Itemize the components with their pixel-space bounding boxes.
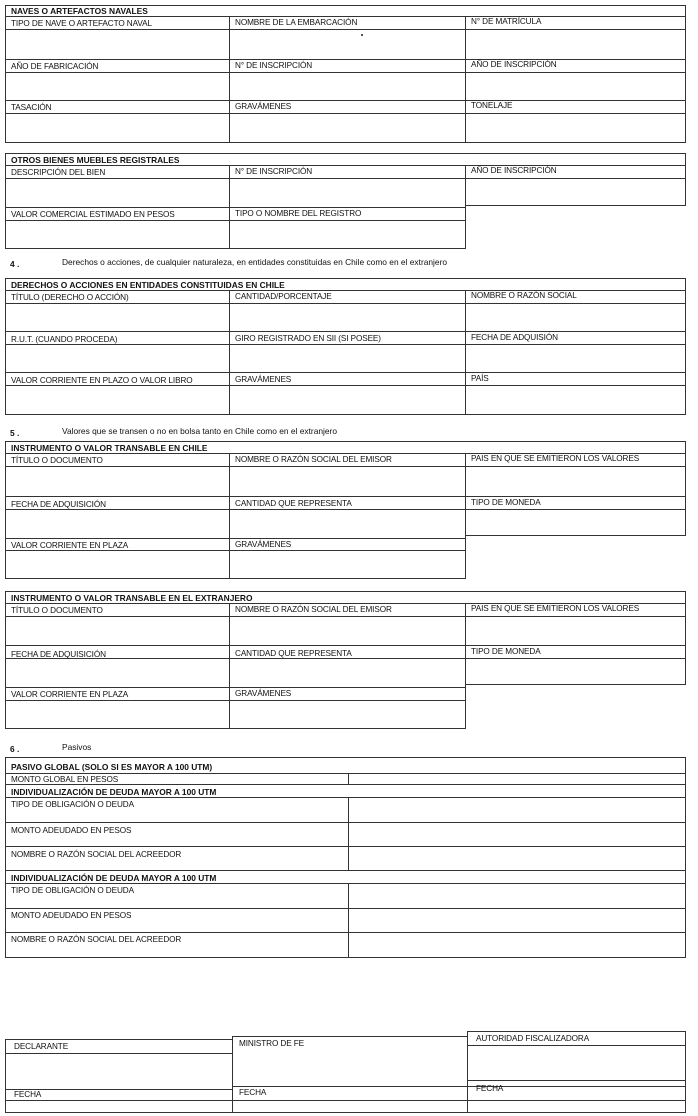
field-label: DESCRIPCIÓN DEL BIEN bbox=[11, 168, 106, 177]
field-label: CANTIDAD QUE REPRESENTA bbox=[235, 649, 352, 658]
field-label: VALOR CORRIENTE EN PLAZA bbox=[11, 690, 129, 699]
field-label: N° DE INSCRIPCIÓN bbox=[235, 167, 313, 176]
field-label: NOMBRE O RAZÓN SOCIAL bbox=[471, 291, 577, 300]
input-cantidad[interactable] bbox=[230, 659, 465, 687]
input-firma-autoridad[interactable] bbox=[468, 1046, 685, 1080]
input-inscripcion[interactable] bbox=[230, 179, 465, 207]
rule bbox=[5, 757, 6, 958]
rule bbox=[5, 16, 686, 17]
otros-bienes-title: OTROS BIENES MUEBLES REGISTRALES bbox=[11, 155, 180, 165]
input-valor-comercial[interactable] bbox=[6, 221, 229, 248]
field-label: VALOR COMERCIAL ESTIMADO EN PESOS bbox=[11, 210, 175, 219]
rule bbox=[5, 645, 686, 646]
field-label: FECHA bbox=[476, 1084, 504, 1093]
input-gravamenes[interactable] bbox=[230, 114, 465, 142]
input-descripcion-bien[interactable] bbox=[6, 179, 229, 207]
input-gravamenes[interactable] bbox=[230, 551, 465, 578]
field-label: FECHA bbox=[239, 1088, 267, 1097]
field-label: NOMBRE O RAZÓN SOCIAL DEL EMISOR bbox=[235, 455, 392, 464]
rule bbox=[5, 578, 466, 579]
rule bbox=[5, 687, 466, 688]
section-5-heading: Valores que se transen o no en bolsa tanto en Chile como en el extranjero bbox=[62, 426, 337, 436]
rule bbox=[5, 757, 686, 758]
deuda-title: INDIVIDUALIZACIÓN DE DEUDA MAYOR A 100 UTM bbox=[11, 873, 217, 883]
rule bbox=[5, 372, 686, 373]
input-tasacion[interactable] bbox=[6, 114, 229, 142]
field-label: PAÍS bbox=[471, 374, 489, 383]
rule bbox=[465, 165, 466, 249]
input-cantidad[interactable] bbox=[230, 510, 465, 538]
input-fecha-adquisicion[interactable] bbox=[466, 345, 685, 372]
field-label: TÍTULO O DOCUMENTO bbox=[11, 456, 103, 465]
input-tipo-obligacion[interactable] bbox=[349, 884, 685, 908]
rule bbox=[5, 441, 686, 442]
field-label: PAIS EN QUE SE EMITIERON LOS VALORES bbox=[471, 454, 640, 463]
field-label: MONTO ADEUDADO EN PESOS bbox=[11, 911, 132, 920]
field-label: FECHA bbox=[14, 1090, 42, 1099]
rule bbox=[467, 1080, 686, 1081]
rule bbox=[5, 1039, 233, 1040]
input-ano-fabricacion[interactable] bbox=[6, 73, 229, 100]
field-label: TIPO DE MONEDA bbox=[471, 647, 541, 656]
input-tipo-nave[interactable] bbox=[6, 30, 229, 59]
input-tonelaje[interactable] bbox=[466, 114, 685, 142]
input-matricula[interactable] bbox=[466, 30, 685, 59]
section-5-number: 5 . bbox=[10, 428, 20, 438]
rule bbox=[685, 1031, 686, 1113]
field-label: DECLARANTE bbox=[14, 1042, 69, 1051]
naves-title: NAVES O ARTEFACTOS NAVALES bbox=[11, 6, 148, 16]
field-label: AUTORIDAD FISCALIZADORA bbox=[476, 1034, 590, 1043]
input-monto-adeudado[interactable] bbox=[349, 909, 685, 932]
instrumento-chile-title: INSTRUMENTO O VALOR TRANSABLE EN CHILE bbox=[11, 443, 208, 453]
section-6-heading: Pasivos bbox=[62, 742, 92, 752]
rule bbox=[685, 591, 686, 685]
field-label: TASACIÓN bbox=[11, 103, 52, 112]
field-label: FECHA DE ADQUISICIÓN bbox=[11, 500, 106, 509]
input-fecha-ministro-fe[interactable] bbox=[233, 1101, 467, 1112]
rule bbox=[685, 757, 686, 957]
rule bbox=[466, 205, 686, 206]
field-label: NOMBRE O RAZÓN SOCIAL DEL ACREEDOR bbox=[11, 850, 182, 859]
input-inscripcion[interactable] bbox=[230, 73, 465, 100]
input-gravamenes[interactable] bbox=[230, 701, 465, 728]
rule bbox=[685, 278, 686, 414]
rule bbox=[466, 684, 686, 685]
field-label: GRAVÁMENES bbox=[235, 689, 292, 698]
input-pais[interactable] bbox=[466, 386, 685, 414]
rule bbox=[5, 728, 466, 729]
input-fecha-adquisicion[interactable] bbox=[6, 659, 229, 687]
input-ano-inscripcion[interactable] bbox=[466, 179, 685, 205]
input-monto-global[interactable] bbox=[349, 774, 685, 784]
field-label: VALOR CORRIENTE EN PLAZA bbox=[11, 541, 129, 550]
field-label: NOMBRE O RAZÓN SOCIAL DEL EMISOR bbox=[235, 605, 392, 614]
field-label: AÑO DE INSCRIPCIÓN bbox=[471, 166, 557, 175]
field-label: MONTO ADEUDADO EN PESOS bbox=[11, 826, 132, 835]
rule bbox=[5, 142, 686, 143]
rule bbox=[5, 153, 686, 154]
section-6-number: 6 . bbox=[10, 744, 20, 754]
rule bbox=[232, 1036, 468, 1037]
input-razon-social[interactable] bbox=[466, 304, 685, 331]
field-label: GRAVÁMENES bbox=[235, 102, 292, 111]
field-label: TÍTULO (DERECHO O ACCIÓN) bbox=[11, 293, 129, 302]
rule bbox=[232, 1086, 686, 1087]
instrumento-extranjero-title: INSTRUMENTO O VALOR TRANSABLE EN EL EXTRANJERO bbox=[11, 593, 253, 603]
rule bbox=[5, 496, 686, 497]
rule bbox=[5, 165, 686, 166]
input-tipo-moneda[interactable] bbox=[466, 510, 685, 535]
field-label: PAIS EN QUE SE EMITIERON LOS VALORES bbox=[471, 604, 640, 613]
field-label: NOMBRE O RAZÓN SOCIAL DEL ACREEDOR bbox=[11, 935, 182, 944]
derechos-title: DERECHOS O ACCIONES EN ENTIDADES CONSTITUIDAS EN CHILE bbox=[11, 280, 285, 290]
input-fecha-autoridad[interactable] bbox=[468, 1101, 685, 1112]
input-firma-declarante[interactable] bbox=[6, 1054, 232, 1088]
rule bbox=[685, 5, 686, 142]
section-4-number: 4 . bbox=[10, 259, 20, 269]
rule bbox=[466, 535, 686, 536]
field-label: CANTIDAD/PORCENTAJE bbox=[235, 292, 332, 301]
input-acreedor[interactable] bbox=[349, 847, 685, 870]
field-label: TIPO DE MONEDA bbox=[471, 498, 541, 507]
rule bbox=[5, 278, 686, 279]
input-gravamenes[interactable] bbox=[230, 386, 465, 414]
input-cantidad[interactable] bbox=[230, 304, 465, 331]
input-ano-inscripcion[interactable] bbox=[466, 73, 685, 100]
field-label: GRAVÁMENES bbox=[235, 540, 292, 549]
input-tipo-moneda[interactable] bbox=[466, 659, 685, 684]
input-rut[interactable] bbox=[6, 345, 229, 372]
field-label: R.U.T. (CUANDO PROCEDA) bbox=[11, 335, 118, 344]
rule bbox=[5, 1112, 686, 1113]
rule bbox=[685, 441, 686, 536]
rule bbox=[5, 331, 686, 332]
field-label: GIRO REGISTRADO EN SII (SI POSEE) bbox=[235, 334, 381, 343]
input-giro[interactable] bbox=[230, 345, 465, 372]
input-pais-emision[interactable] bbox=[466, 467, 685, 496]
input-pais-emision[interactable] bbox=[466, 617, 685, 645]
field-label: MONTO GLOBAL EN PESOS bbox=[11, 775, 119, 784]
input-acreedor[interactable] bbox=[349, 933, 685, 957]
scan-speck bbox=[361, 34, 363, 36]
field-label: GRAVÁMENES bbox=[235, 375, 292, 384]
field-label: TIPO O NOMBRE DEL REGISTRO bbox=[235, 209, 362, 218]
field-label: N° DE INSCRIPCIÓN bbox=[235, 61, 313, 70]
input-titulo[interactable] bbox=[6, 304, 229, 331]
input-emisor[interactable] bbox=[230, 617, 465, 645]
field-label: TONELAJE bbox=[471, 101, 513, 110]
rule bbox=[5, 591, 686, 592]
section-4-heading: Derechos o acciones, de cualquier naturaleza, en entidades constituidas en Chile como en el extranjero bbox=[62, 257, 448, 267]
input-valor-corriente[interactable] bbox=[6, 551, 229, 578]
input-titulo-documento[interactable] bbox=[6, 467, 229, 496]
field-label: TIPO DE NAVE O ARTEFACTO NAVAL bbox=[11, 19, 152, 28]
input-nombre-embarcacion[interactable] bbox=[230, 30, 465, 59]
input-tipo-registro[interactable] bbox=[230, 221, 465, 248]
input-fecha-adquisicion[interactable] bbox=[6, 510, 229, 538]
input-titulo-documento[interactable] bbox=[6, 617, 229, 645]
field-label: NOMBRE DE LA EMBARCACIÓN bbox=[235, 18, 358, 27]
rule bbox=[5, 414, 686, 415]
rule bbox=[5, 957, 686, 958]
rule bbox=[685, 153, 686, 206]
field-label: N° DE MATRÍCULA bbox=[471, 17, 542, 26]
input-tipo-obligacion[interactable] bbox=[349, 798, 685, 822]
rule bbox=[5, 870, 686, 871]
input-emisor[interactable] bbox=[230, 467, 465, 496]
input-valor-corriente[interactable] bbox=[6, 386, 229, 414]
field-label: TIPO DE OBLIGACIÓN O DEUDA bbox=[11, 886, 134, 895]
rule bbox=[5, 538, 466, 539]
rule bbox=[5, 207, 466, 208]
field-label: MINISTRO DE FE bbox=[239, 1039, 305, 1048]
field-label: FECHA DE ADQUISIÓN bbox=[471, 333, 558, 342]
rule bbox=[5, 100, 686, 101]
input-monto-adeudado[interactable] bbox=[349, 823, 685, 846]
field-label: TIPO DE OBLIGACIÓN O DEUDA bbox=[11, 800, 134, 809]
field-label: TÍTULO O DOCUMENTO bbox=[11, 606, 103, 615]
field-label: AÑO DE FABRICACIÓN bbox=[11, 62, 99, 71]
input-firma-ministro-fe[interactable] bbox=[233, 1050, 467, 1086]
input-valor-corriente[interactable] bbox=[6, 701, 229, 728]
field-label: VALOR CORRIENTE EN PLAZO O VALOR LIBRO bbox=[11, 376, 193, 385]
pasivo-global-title: PASIVO GLOBAL (SOLO SI ES MAYOR A 100 UTM) bbox=[11, 762, 213, 772]
field-label: FECHA DE ADQUISICIÓN bbox=[11, 650, 106, 659]
rule bbox=[467, 1031, 686, 1032]
field-label: CANTIDAD QUE REPRESENTA bbox=[235, 499, 352, 508]
rule bbox=[5, 248, 466, 249]
input-fecha-declarante[interactable] bbox=[6, 1101, 232, 1112]
rule bbox=[5, 290, 686, 291]
field-label: AÑO DE INSCRIPCIÓN bbox=[471, 60, 557, 69]
deuda-title: INDIVIDUALIZACIÓN DE DEUDA MAYOR A 100 UTM bbox=[11, 787, 217, 797]
rule bbox=[5, 59, 686, 60]
